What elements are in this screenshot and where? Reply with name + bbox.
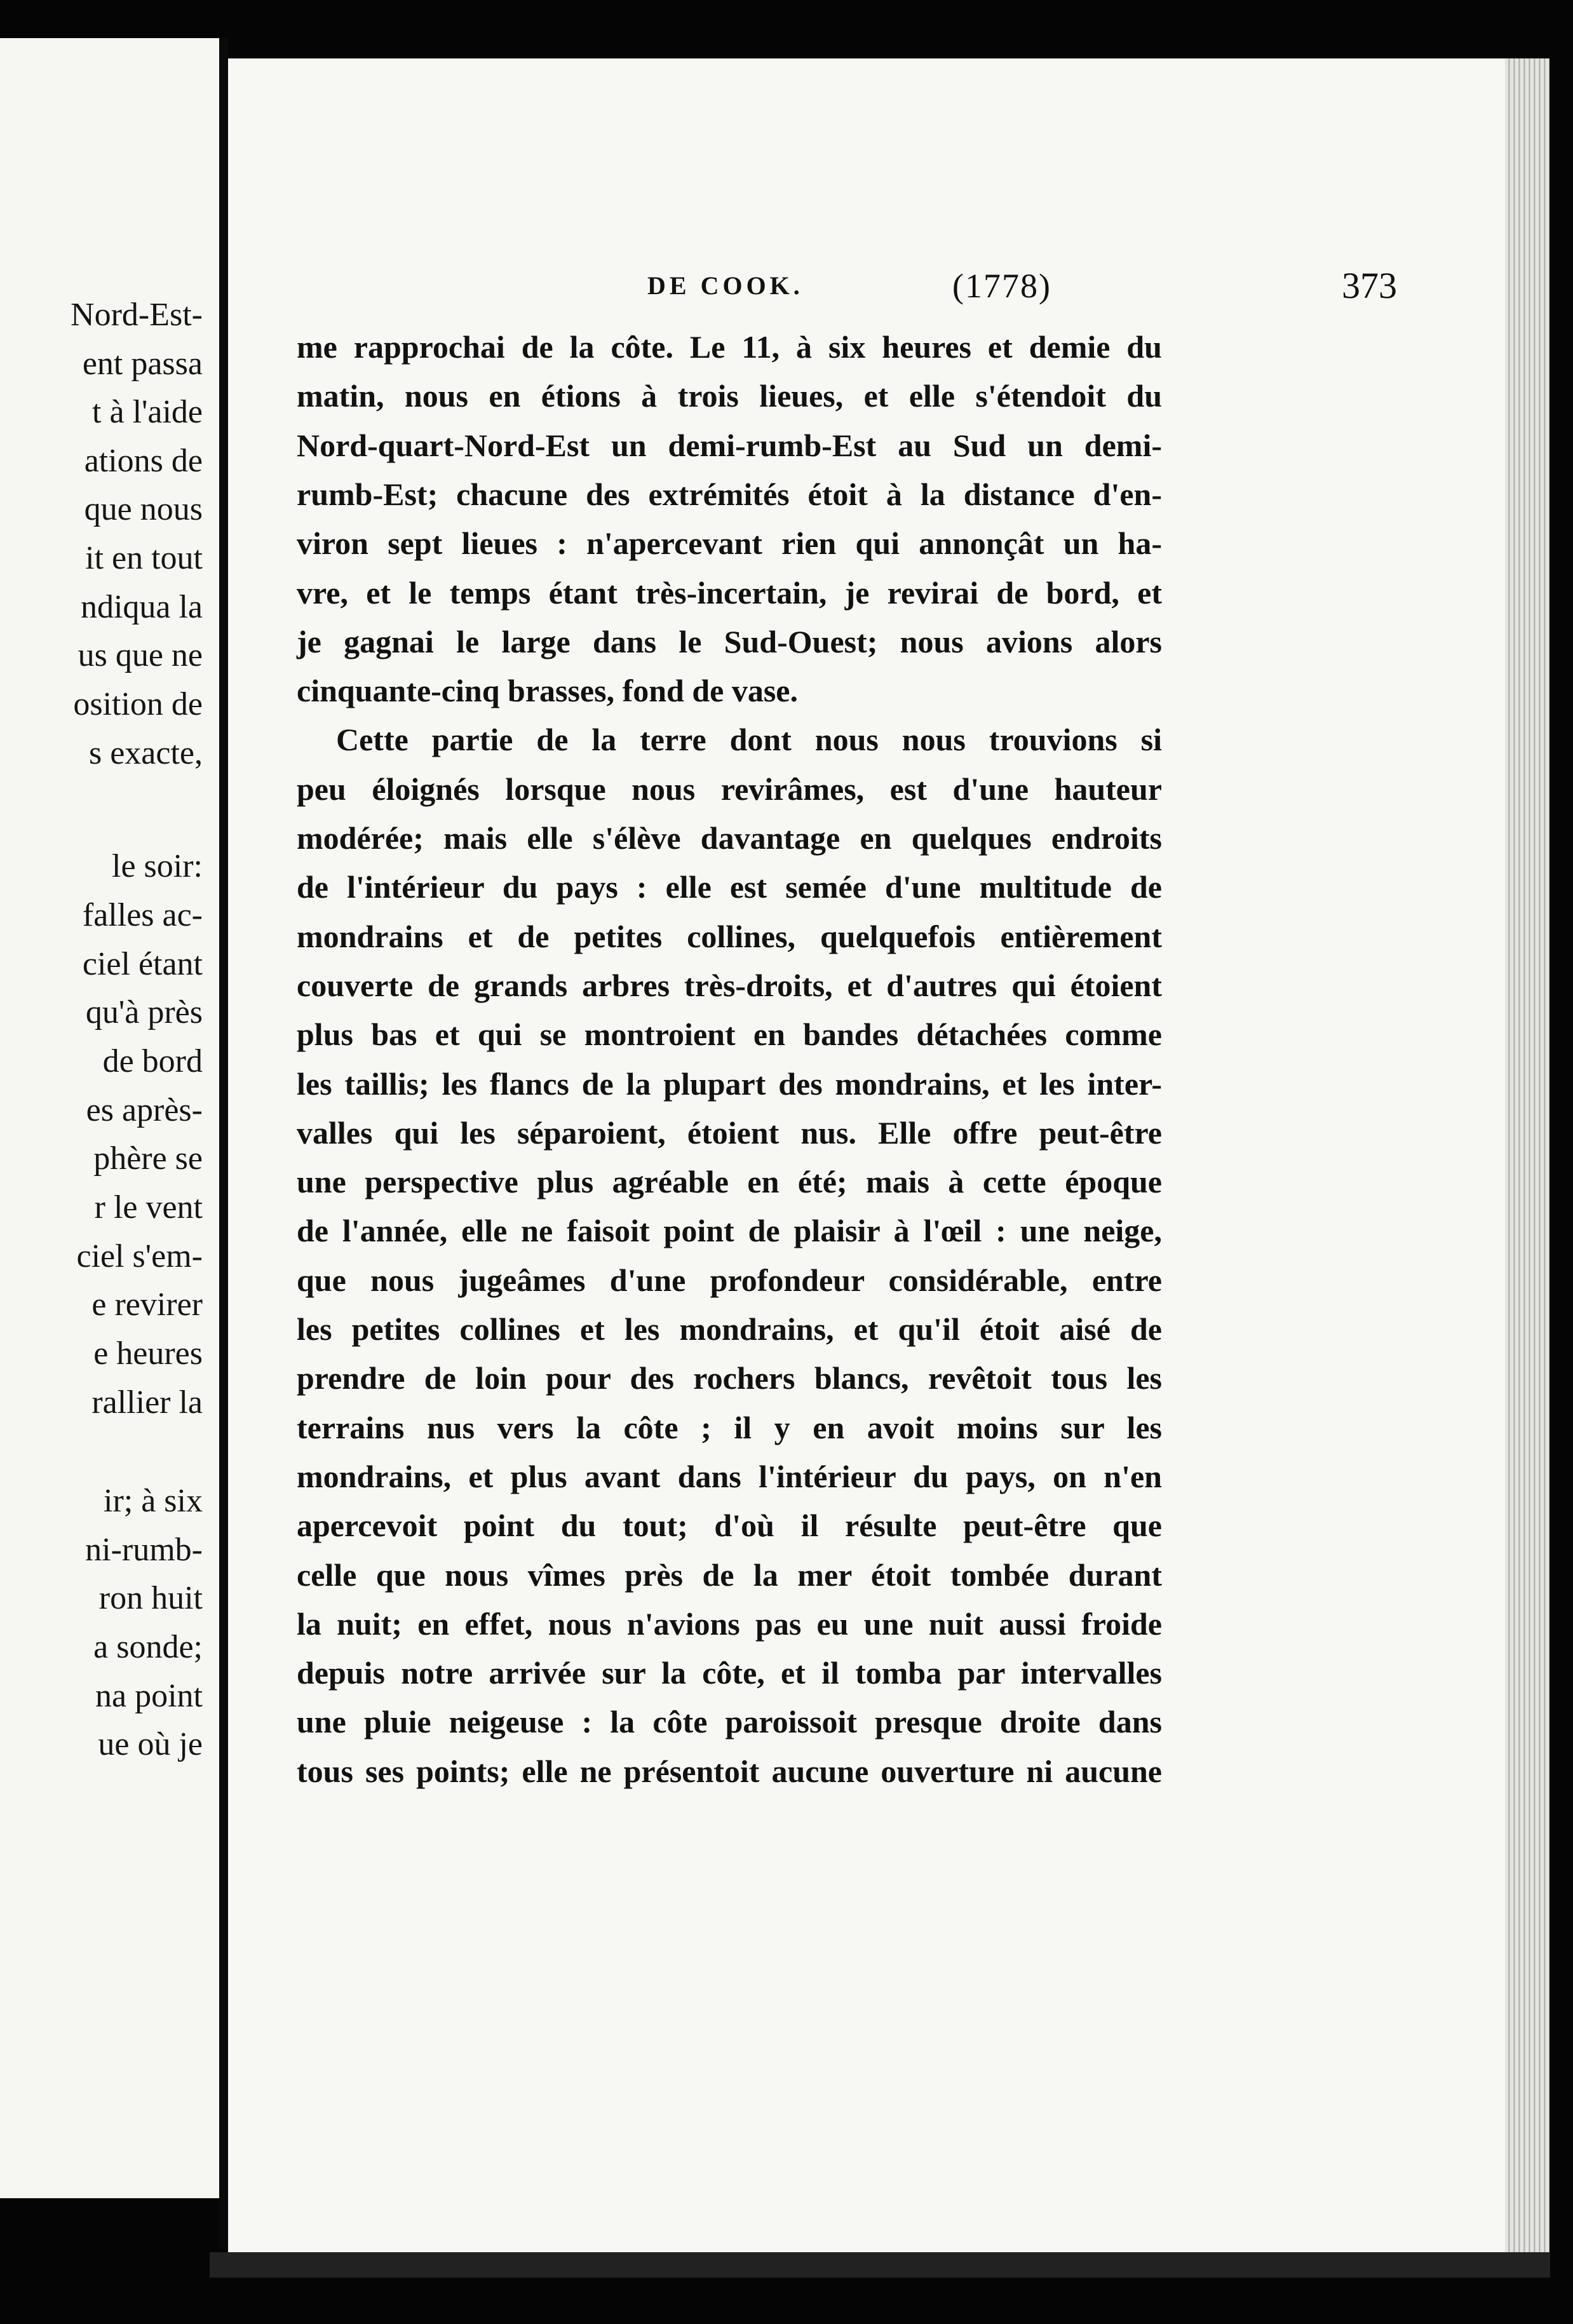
left-page-line: ue où je (98, 1726, 203, 1762)
header-year: (1778) (952, 267, 1051, 305)
left-page-line: osition de (73, 686, 203, 722)
left-page-line: ni-rumb- (85, 1532, 203, 1568)
body-text-line: peu éloignés lorsque nous revirâmes, est d'une hauteur (297, 771, 1162, 807)
left-page (0, 38, 219, 2198)
body-text-line: une pluie neigeuse : la côte paroissoit presque droite dans (297, 1704, 1162, 1740)
left-page-line: le soir: (112, 848, 203, 884)
body-text-line: vre, et le temps étant très-incertain, je revirai de bord, et (297, 574, 1162, 611)
left-page-line: qu'à près (85, 994, 203, 1030)
body-text-line: couverte de grands arbres très-droits, et d'autres qui étoient (297, 967, 1162, 1003)
body-text-line: de l'intérieur du pays : elle est semée d'une multitude de (297, 869, 1162, 905)
body-text-line: depuis notre arrivée sur la côte, et il tomba par intervalles (297, 1655, 1162, 1691)
left-page-line: ir; à six (104, 1483, 203, 1519)
body-text-line: la nuit; en effet, nous n'avions pas eu une nuit aussi froide (297, 1605, 1162, 1642)
body-text-line: que nous jugeâmes d'une profondeur considérable, entre (297, 1262, 1162, 1298)
left-page-line: ations de (84, 443, 203, 479)
left-page-line: ron huit (98, 1580, 203, 1616)
left-page-line: it en tout (85, 540, 203, 576)
left-page-line: s exacte, (88, 735, 203, 771)
body-text-line: modérée; mais elle s'élève davantage en quelques endroits (297, 820, 1162, 856)
left-page-line: us que ne (78, 637, 203, 673)
body-text-line: celle que nous vîmes près de la mer étoit tombée durant (297, 1557, 1162, 1593)
left-page-line: a sonde; (93, 1629, 203, 1665)
page-header (647, 260, 1397, 311)
left-page-line: rallier la (91, 1384, 203, 1421)
left-page-line: ciel étant (82, 946, 203, 982)
body-text-line: apercevoit point du tout; d'où il résulte peut-être que (297, 1508, 1162, 1544)
running-head: DE COOK. (647, 271, 804, 300)
left-page-line: ent passa (82, 346, 203, 382)
body-text-line: plus bas et qui se montroient en bandes détachées comme (297, 1017, 1162, 1053)
body-text-line: Nord-quart-Nord-Est un demi-rumb-Est au Sud un demi- (297, 427, 1162, 463)
left-page-line: t à l'aide (92, 394, 203, 430)
body-text-line: les petites collines et les mondrains, et qu'il étoit aisé de (297, 1311, 1162, 1347)
body-text-line: me rapprochai de la côte. Le 11, à six heures et demie du (297, 329, 1162, 365)
body-text-line: rumb-Est; chacune des extrémités étoit à la distance d'en- (297, 476, 1162, 512)
body-text-line: matin, nous en étions à trois lieues, et elle s'étendoit du (297, 378, 1162, 414)
body-text-line: de l'année, elle ne faisoit point de plaisir à l'œil : une neige, (297, 1213, 1162, 1249)
bottom-shadow (210, 2252, 1550, 2278)
left-page-line: que nous (84, 491, 203, 527)
left-page-line: e heures (93, 1335, 203, 1372)
left-page-line: falles ac- (82, 897, 203, 933)
body-text-line: mondrains, et plus avant dans l'intérieur du pays, on n'en (297, 1458, 1162, 1494)
left-page-line: ciel s'em- (76, 1238, 203, 1274)
body-text-line: tous ses points; elle ne présentoit aucune ouverture ni aucune (297, 1753, 1162, 1789)
body-text-line: viron sept lieues : n'apercevant rien qui annonçât un ha- (297, 525, 1162, 562)
body-text-line: les taillis; les flancs de la plupart des mondrains, et les inter- (297, 1065, 1162, 1102)
left-page-line: de bord (102, 1043, 203, 1079)
left-page-line: phère se (93, 1140, 203, 1177)
body-text-line: valles qui les séparoient, étoient nus. Elle offre peut-être (297, 1114, 1162, 1151)
body-text-line: terrains nus vers la côte ; il y en avoit moins sur les (297, 1409, 1162, 1445)
page-number: 373 (1342, 265, 1397, 306)
left-page-line: ndiqua la (80, 589, 203, 625)
body-text-line: une perspective plus agréable en été; mais à cette époque (297, 1164, 1162, 1200)
book-gutter (219, 38, 228, 2249)
body-text-line: mondrains et de petites collines, quelquefois entièrement (297, 918, 1162, 954)
body-text-line: Cette partie de la terre dont nous nous trouvions si (336, 722, 1162, 758)
left-page-line: Nord-Est- (71, 297, 203, 333)
right-page (228, 58, 1505, 2269)
left-page-line: es après- (86, 1092, 203, 1128)
left-page-line: e revirer (91, 1287, 203, 1323)
body-text-line: je gagnai le large dans le Sud-Ouest; nous avions alors (297, 623, 1162, 659)
body-text-line: prendre de loin pour des rochers blancs, revêtoit tous les (297, 1360, 1162, 1396)
left-page-line: r le vent (94, 1189, 203, 1226)
left-page-line: na point (95, 1678, 203, 1714)
body-text-line: cinquante-cinq brasses, fond de vase. (297, 673, 798, 709)
page-edges (1505, 58, 1549, 2269)
